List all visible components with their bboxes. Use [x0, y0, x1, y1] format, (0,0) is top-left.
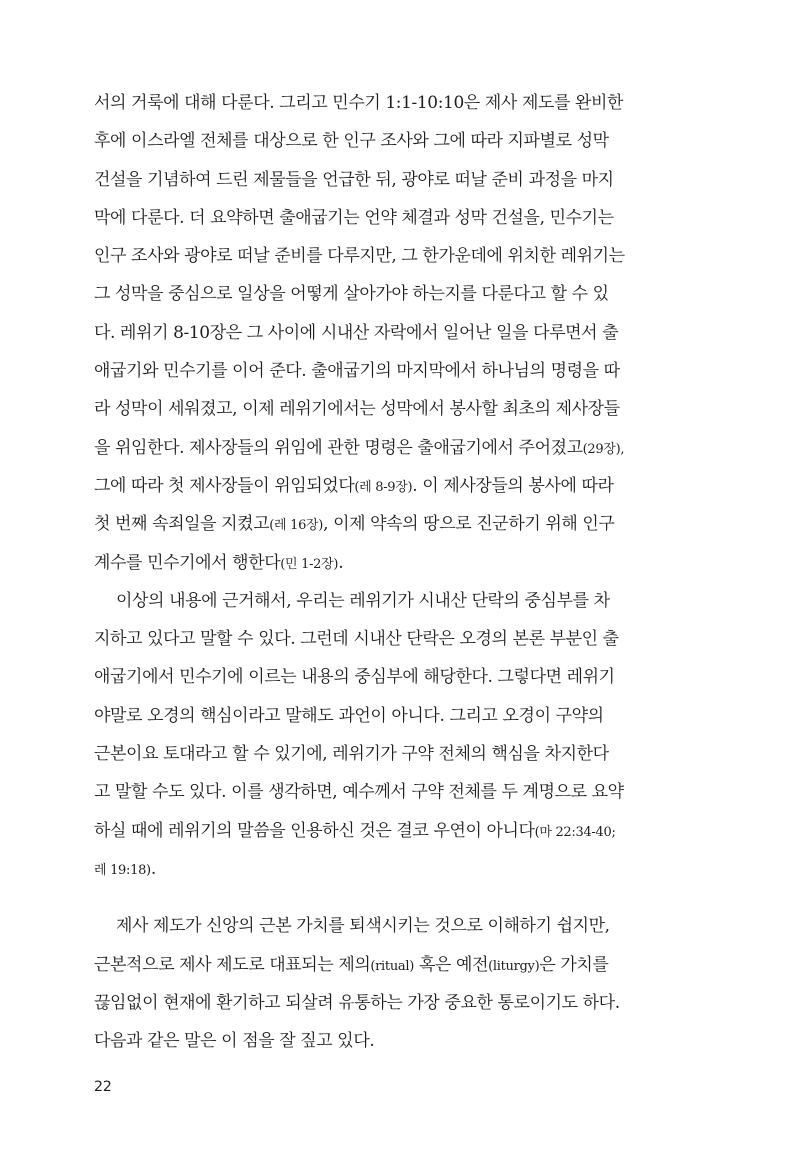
citation: (레 16장): [269, 518, 324, 534]
text-line: 제사 제도가 신앙의 근본 가치를 퇴색시키는 것으로 이해하기 쉽지만,: [116, 916, 610, 937]
text-run: 은 가치를: [539, 954, 609, 975]
text-line: [94, 505, 674, 543]
text-line: 고 말할 수도 있다. 이를 생각하면, 예수께서 구약 전체를 두 계명으로 요약: [94, 782, 624, 803]
text-run: 근본적으로 제사 제도로 대표되는 제의: [94, 954, 371, 975]
text-line: 라 성막이 세워졌고, 이제 레위기에서는 성막에서 봉사할 최초의 제사장들: [94, 399, 620, 420]
text-line: 서의 거룩에 대해 다룬다. 그리고 민수기 1:1-10:10은 제사 제도를 완비한: [94, 93, 624, 113]
text-run: , 이제 약속의 땅으로 진군하기 위해 인구: [323, 514, 615, 535]
text-run: 혹은 예전: [414, 954, 489, 975]
text-run: 첫 번째 속죄일을 지켰고: [94, 514, 270, 535]
text-line: [94, 429, 674, 467]
paragraph-2: [94, 582, 674, 888]
text-line: [94, 467, 674, 505]
text-line: 끊임없이 현재에 환기하고 되살려 유통하는 가장 중요한 통로이기도 하다.: [94, 992, 620, 1013]
text-line: [94, 946, 674, 984]
text-line: 근본이요 토대라고 할 수 있기에, 레위기가 구약 전체의 핵심을 차지한다: [94, 744, 609, 765]
text-run: 하실 때에 레위기의 말씀을 인용하신 것은 결코 우연이 아니다: [94, 820, 535, 841]
citation: 레 19:18): [94, 862, 151, 878]
text-run: 그에 따라 첫 제사장들이 위임되었다: [94, 475, 355, 496]
text-line: 인구 조사와 광야로 떠날 준비를 다루지만, 그 한가운데에 위치한 레위기는: [94, 246, 625, 267]
citation: (레 8-9장): [354, 479, 413, 495]
text-run: .: [150, 858, 156, 879]
page-number: 22: [94, 1079, 112, 1095]
text-line: [94, 850, 674, 888]
text-line: 다. 레위기 8-10장은 그 사이에 시내산 자락에서 일어난 일을 다루면서 출: [94, 322, 619, 343]
text-line: 그 성막을 중심으로 일상을 어떻게 살아가야 하는지를 다룬다고 할 수 있: [94, 284, 609, 305]
text-line: 애굽기와 민수기를 이어 준다. 출애굽기의 마지막에서 하나님의 명령을 따: [94, 361, 620, 382]
text-line: 다음과 같은 말은 이 점을 잘 짚고 있다.: [94, 1031, 375, 1052]
text-run: . 이 제사장들의 봉사에 따라: [412, 475, 614, 496]
term-english: (ritual): [370, 958, 414, 974]
text-run: .: [338, 552, 344, 573]
term-english: (liturgy): [488, 958, 540, 974]
text-line: 건설을 기념하여 드린 제물들을 언급한 뒤, 광야로 떠날 준비 과정을 마지: [94, 169, 614, 190]
text-line: 애굽기에서 민수기에 이르는 내용의 중심부에 해당한다. 그렇다면 레위기: [94, 667, 615, 688]
text-run: 계수를 민수기에서 행한다: [94, 552, 281, 573]
text-line: 후에 이스라엘 전체를 대상으로 한 인구 조사와 그에 따라 지파별로 성막: [94, 131, 609, 152]
text-line: 지하고 있다고 말할 수 있다. 그런데 시내산 단락은 오경의 본론 부분인 출: [94, 629, 619, 650]
paragraph-gap: [94, 888, 674, 907]
citation: (마 22:34-40;: [534, 824, 616, 840]
text-run: 을 위임한다. 제사장들의 위임에 관한 명령은 출애굽기에서 주어졌고: [94, 437, 583, 458]
text-line: [94, 812, 674, 850]
citation: (29장),: [582, 441, 625, 457]
text-line: 이상의 내용에 근거해서, 우리는 레위기가 시내산 단락의 중심부를 차: [116, 590, 610, 611]
paragraph-1: [94, 84, 674, 582]
body-text: [94, 84, 674, 1060]
text-line: 막에 다룬다. 더 요약하면 출애굽기는 언약 체결과 성막 건설을, 민수기는: [94, 207, 614, 228]
paragraph-3: [94, 907, 674, 1060]
citation: (민 1-2장): [280, 556, 339, 572]
text-line: [94, 544, 674, 582]
text-line: 야말로 오경의 핵심이라고 말해도 과언이 아니다. 그리고 오경이 구약의: [94, 705, 604, 726]
